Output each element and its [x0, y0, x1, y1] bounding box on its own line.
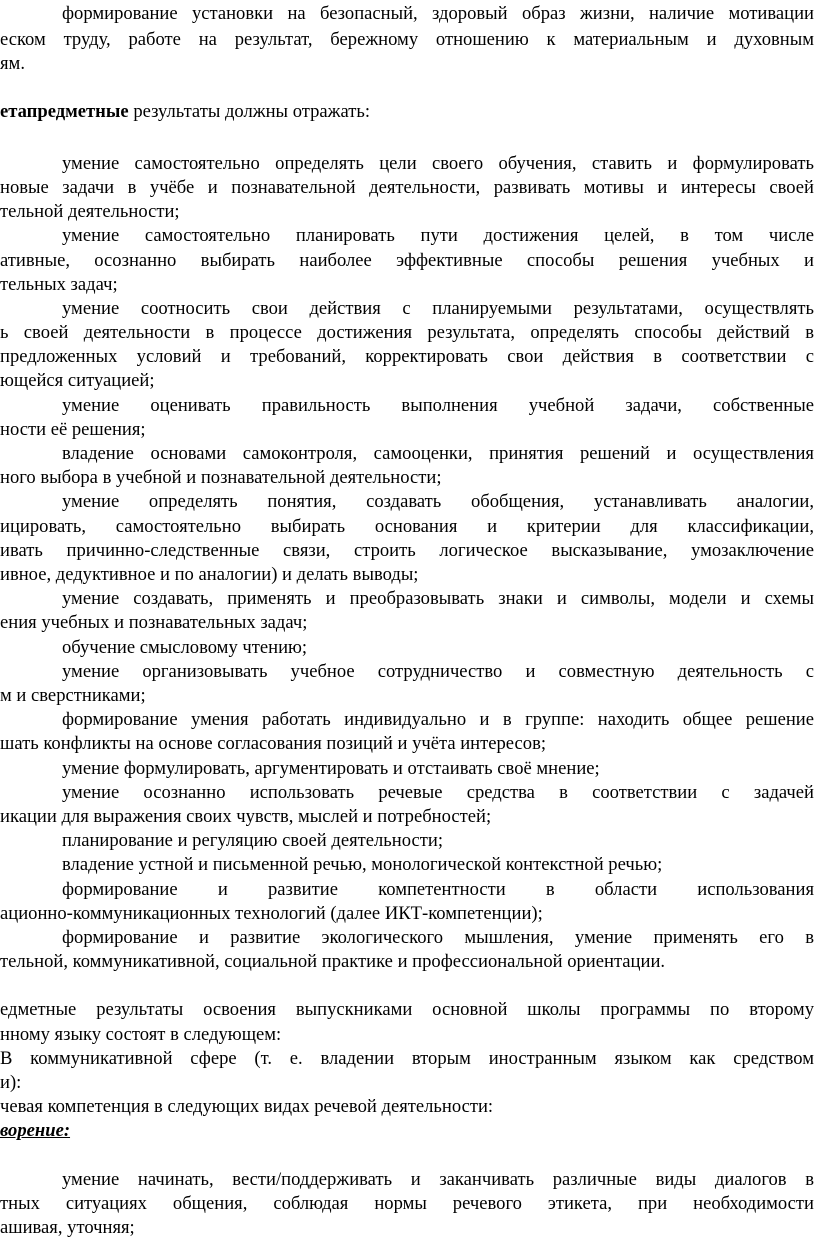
text-line: ям. — [0, 53, 25, 74]
text-line: тельных задач; — [0, 274, 118, 295]
text-line: ения учебных и познавательных задач; — [0, 612, 308, 633]
text-line: умение начинать, вести/поддерживать и заканчивать различные виды диалогов в — [62, 1169, 814, 1190]
text-line: формирование и развитие экологического мышления, умение применять его в — [62, 927, 814, 948]
text-line: В коммуникативной сфере (т. е. владении вторым иностранным языком как средством — [0, 1048, 814, 1069]
text-line: икации для выражения своих чувств, мыслей и потребностей; — [0, 806, 492, 827]
text-line: умение оценивать правильность выполнения учебной задачи, собственные — [62, 395, 814, 416]
speaking-heading: ворение: — [0, 1120, 71, 1141]
text-line: едметные результаты освоения выпускниками основной школы программы по второму — [0, 999, 814, 1020]
text-line: шать конфликты на основе согласования позиций и учёта интересов; — [0, 733, 547, 754]
text-line: обучение смысловому чтению; — [62, 637, 308, 658]
text-line: ационно-коммуникационных технологий (далее ИКТ-компетенции); — [0, 903, 543, 924]
text-line: ющейся ситуацией; — [0, 370, 155, 391]
text-line: умение соотносить свои действия с планируемыми результатами, осуществлять — [62, 298, 814, 319]
text-line: еском труду, работе на результат, бережному отношению к материальным и духовным — [0, 29, 814, 50]
text-line: умение осознанно использовать речевые средства в соответствии с задачей — [62, 782, 814, 803]
text-line: формирование умения работать индивидуально и в группе: находить общее решение — [62, 709, 814, 730]
text-line: формирование установки на безопасный, здоровый образ жизни, наличие мотивации — [62, 3, 814, 24]
text-line: умение самостоятельно планировать пути достижения целей, в том числе — [62, 225, 814, 246]
text-line: ицировать, самостоятельно выбирать основания и критерии для классификации, — [0, 516, 814, 537]
text-line: умение создавать, применять и преобразовывать знаки и символы, модели и схемы — [62, 588, 814, 609]
text-line: тельной деятельности; — [0, 201, 180, 222]
text-line: ного выбора в учебной и познавательной деятельности; — [0, 467, 442, 488]
text-line: умение самостоятельно определять цели своего обучения, ставить и формулировать — [62, 153, 814, 174]
text-line: умение организовывать учебное сотрудничество и совместную деятельность с — [62, 661, 814, 682]
text-line: владение основами самоконтроля, самооценки, принятия решений и осуществления — [62, 443, 814, 464]
heading-rest: результаты должны отражать: — [128, 101, 371, 122]
text-line: тных ситуациях общения, соблюдая нормы речевого этикета, при необходимости — [0, 1193, 814, 1214]
text-line: ативные, осознанно выбирать наиболее эффективные способы решения учебных и — [0, 250, 814, 271]
text-line: ивать причинно-следственные связи, строить логическое высказывание, умозаключение — [0, 540, 814, 561]
text-line: ь своей деятельности в процессе достижения результата, определять способы действий в — [0, 322, 814, 343]
text-line: владение устной и письменной речью, монологической контекстной речью; — [62, 854, 663, 875]
text-line: нному языку состоят в следующем: — [0, 1024, 282, 1045]
text-line: умение формулировать, аргументировать и отстаивать своё мнение; — [62, 758, 600, 779]
text-line: планирование и регуляцию своей деятельности; — [62, 830, 443, 851]
text-line: тельной, коммуникативной, социальной практике и профессиональной ориентации. — [0, 951, 666, 972]
text-line: умение определять понятия, создавать обобщения, устанавливать аналогии, — [62, 491, 814, 512]
text-line: новые задачи в учёбе и познавательной деятельности, развивать мотивы и интересы своей — [0, 177, 814, 198]
text-line: ивное, дедуктивное и по аналогии) и делать выводы; — [0, 564, 419, 585]
text-line: формирование и развитие компетентности в области использования — [62, 879, 814, 900]
heading-bold: етапредметные — [0, 101, 129, 122]
text-line: ности её решения; — [0, 419, 146, 440]
section-heading — [0, 100, 370, 124]
text-line: ашивая, уточняя; — [0, 1217, 135, 1238]
subsection-heading — [0, 1119, 70, 1143]
text-line: м и сверстниками; — [0, 685, 146, 706]
text-line: и): — [0, 1072, 22, 1093]
text-line: чевая компетенция в следующих видах речевой деятельности: — [0, 1096, 494, 1117]
text-line: предложенных условий и требований, корректировать свои действия в соответствии с — [0, 346, 814, 367]
